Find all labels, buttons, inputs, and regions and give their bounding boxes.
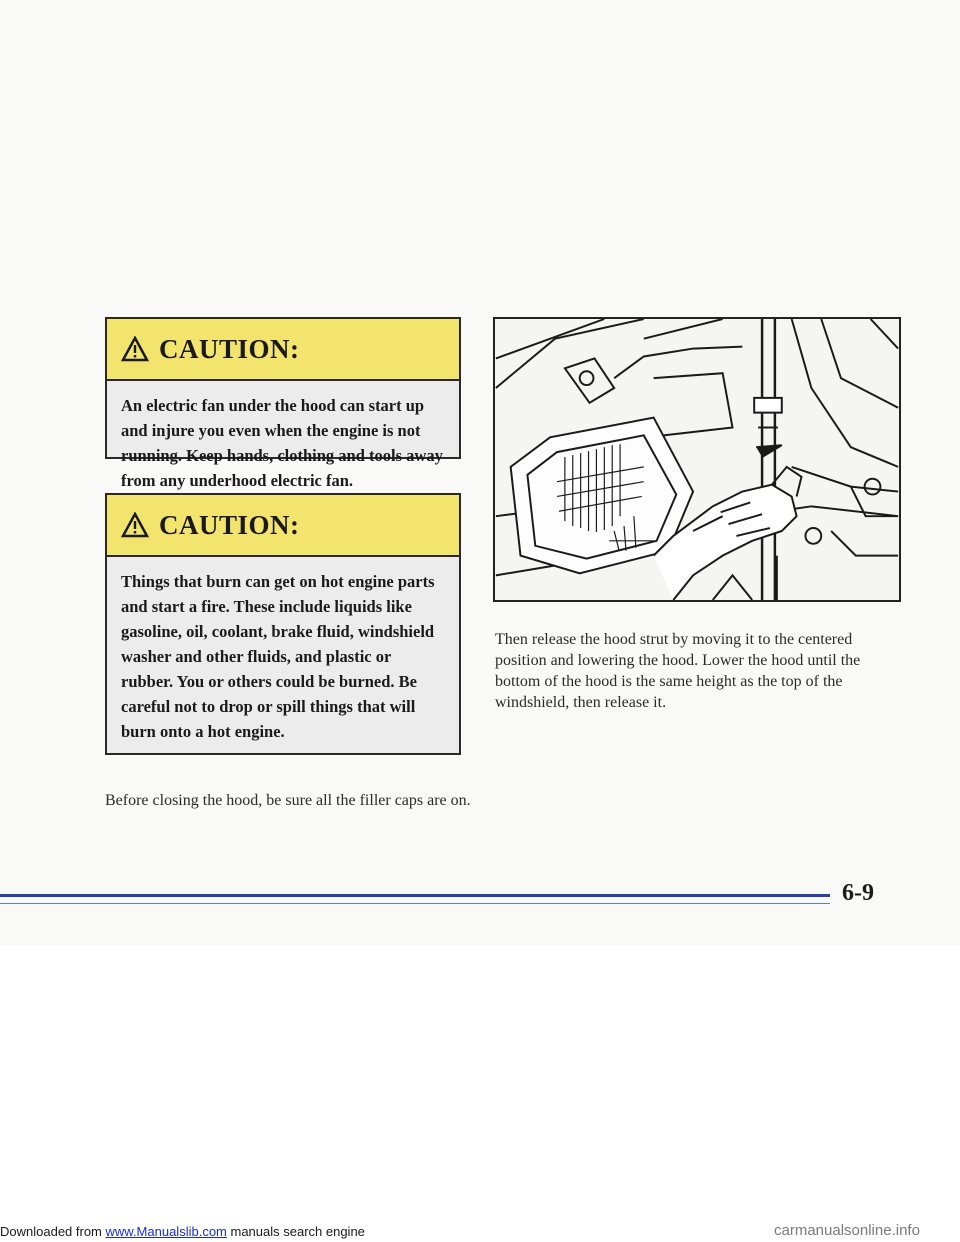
caution-box-fire [105,493,461,755]
hood-strut-drawing [495,319,899,600]
manualslib-link[interactable]: www.Manualslib.com [105,1224,227,1239]
warning-triangle-icon [121,512,149,538]
caution-header [107,319,459,381]
hood-strut-illustration [493,317,901,602]
page-rule-thin [0,903,830,904]
caution-title: CAUTION: [159,509,300,540]
footer-prefix: Downloaded from [0,1224,106,1239]
page-rule [0,894,830,897]
lower-margin [0,945,960,1242]
watermark-text: carmanualsonline.info [774,1222,920,1239]
release-instructions-text: Then release the hood strut by moving it to the centered position and lowering the hood. Lower the hood until the bottom of the hood is the same height as the top of the windshield, then release it. [495,631,861,711]
caution-header [107,495,459,557]
before-closing-text: Before closing the hood, be sure all the filler caps are on. [105,792,471,809]
warning-triangle-icon [121,336,149,362]
page-number: 6-9 [842,880,874,906]
caution-text: Things that burn can get on hot engine parts and start a fire. These include liquids like gasoline, oil, coolant, brake fluid, windshield washer and other fluids, and plastic or rubber. You or others could be burned. Be careful not to drop or spill things that will burn onto a hot engine. [121,572,435,741]
caution-box-electric-fan [105,317,461,490]
caution-text: An electric fan under the hood can start up and injure you even when the engine is not running. Keep hands, clothing and tools away from any underhood electric fan. [121,396,443,490]
download-footer [0,1224,365,1239]
footer-suffix: manuals search engine [226,1224,365,1239]
caution-title: CAUTION: [159,333,300,364]
